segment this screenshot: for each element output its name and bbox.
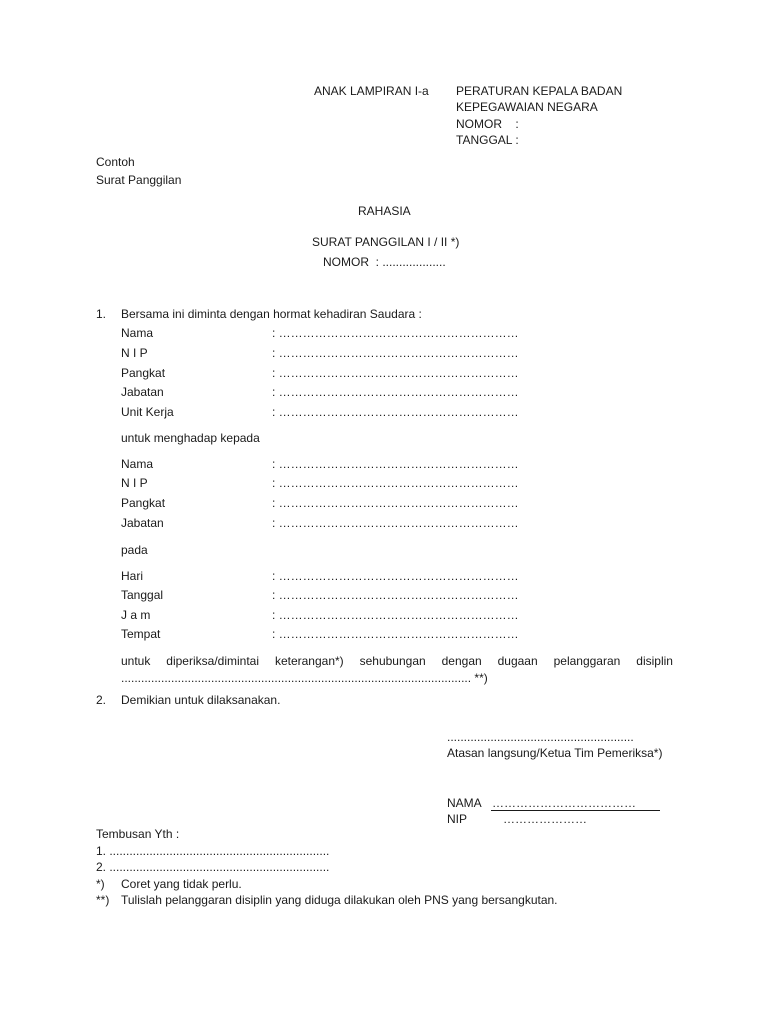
purpose-word: dengan	[441, 654, 482, 668]
field-label: Tanggal	[121, 588, 164, 602]
field-label: Unit Kerja	[121, 405, 174, 419]
field-row	[121, 345, 541, 361]
item-intro: Bersama ini diminta dengan hormat kehadiran Saudara :	[121, 307, 422, 321]
field-row	[121, 475, 541, 491]
footnote-text: Tulislah pelanggaran disiplin yang diduga dilakukan oleh PNS yang bersangkutan.	[121, 893, 558, 907]
item-number: 1.	[96, 307, 107, 321]
classification: RAHASIA	[358, 204, 411, 218]
field-label: J a m	[121, 608, 151, 622]
field-label: Tempat	[121, 627, 161, 641]
item-number: 2.	[96, 693, 107, 707]
field-row	[121, 495, 541, 511]
field-label: N I P	[121, 476, 148, 490]
field-blank: : ……………………………………………………	[272, 627, 519, 641]
footnote-mark: *)	[96, 877, 105, 891]
field-label: Jabatan	[121, 385, 164, 399]
signature-dots: ........................................................	[447, 730, 634, 744]
field-blank: : ……………………………………………………	[272, 476, 519, 490]
field-label: Jabatan	[121, 516, 164, 530]
field-label: N I P	[121, 346, 148, 360]
purpose-word: pelanggaran	[553, 654, 621, 668]
copy-line: 2. ..................................................................	[96, 860, 330, 874]
regulation-line: KEPEGAWAIAN NEGARA	[456, 100, 598, 114]
field-blank: : ……………………………………………………	[272, 346, 519, 360]
purpose-word: sehubungan	[359, 654, 426, 668]
purpose-word: diperiksa/dimintai	[166, 654, 260, 668]
copies-heading: Tembusan Yth :	[96, 827, 180, 841]
attachment-label: ANAK LAMPIRAN I-a	[314, 84, 429, 98]
field-label: Nama	[121, 326, 154, 340]
copy-line: 1. ..................................................................	[96, 844, 330, 858]
letter-number: NOMOR : ...................	[323, 255, 446, 269]
footnote-mark: **)	[96, 893, 110, 907]
field-blank: : ……………………………………………………	[272, 385, 519, 399]
field-blank: : ……………………………………………………	[272, 569, 519, 583]
field-label: Pangkat	[121, 366, 166, 380]
field-row	[121, 365, 541, 381]
field-label: Nama	[121, 457, 154, 471]
sample-title: Surat Panggilan	[96, 173, 182, 187]
field-label: Hari	[121, 569, 144, 583]
purpose-word: dugaan	[497, 654, 538, 668]
field-blank: : ……………………………………………………	[272, 608, 519, 622]
item-text: Demikian untuk dilaksanakan.	[121, 693, 281, 707]
field-blank: : ……………………………………………………	[272, 588, 519, 602]
field-blank: : ……………………………………………………	[272, 366, 519, 380]
field-row	[121, 626, 541, 642]
purpose-blank: ......................................................................................................... **)	[121, 671, 488, 685]
purpose-word: disiplin	[636, 654, 673, 668]
field-row	[121, 515, 541, 531]
field-label: Pangkat	[121, 496, 166, 510]
signature-role: Atasan langsung/Ketua Tim Pemeriksa*)	[447, 746, 663, 760]
field-blank: : ……………………………………………………	[272, 326, 519, 340]
field-row	[121, 607, 541, 623]
field-row	[121, 587, 541, 603]
field-row	[121, 384, 541, 400]
regulation-number: NOMOR :	[456, 117, 519, 131]
regulation-line: PERATURAN KEPALA BADAN	[456, 84, 623, 98]
field-row	[121, 456, 541, 472]
nip-blank: …………………	[503, 812, 587, 826]
name-label: NAMA	[447, 796, 482, 810]
purpose-word: untuk	[121, 654, 151, 668]
letter-title: SURAT PANGGILAN I / II *)	[312, 235, 460, 249]
field-row	[121, 404, 541, 420]
sample-label: Contoh	[96, 155, 135, 169]
field-row	[121, 568, 541, 584]
field-blank: : ……………………………………………………	[272, 516, 519, 530]
nip-label: NIP	[447, 812, 468, 826]
field-blank: : ……………………………………………………	[272, 496, 519, 510]
field-blank: : ……………………………………………………	[272, 457, 519, 471]
purpose-line	[121, 653, 673, 669]
section-label: untuk menghadap kepada	[121, 431, 260, 445]
section-label: pada	[121, 543, 148, 557]
footnote-text: Coret yang tidak perlu.	[121, 877, 242, 891]
field-row	[121, 325, 541, 341]
regulation-date: TANGGAL :	[456, 133, 519, 147]
field-blank: : ……………………………………………………	[272, 405, 519, 419]
name-blank: ………………………………	[492, 796, 636, 810]
purpose-word: keterangan*)	[274, 654, 344, 668]
